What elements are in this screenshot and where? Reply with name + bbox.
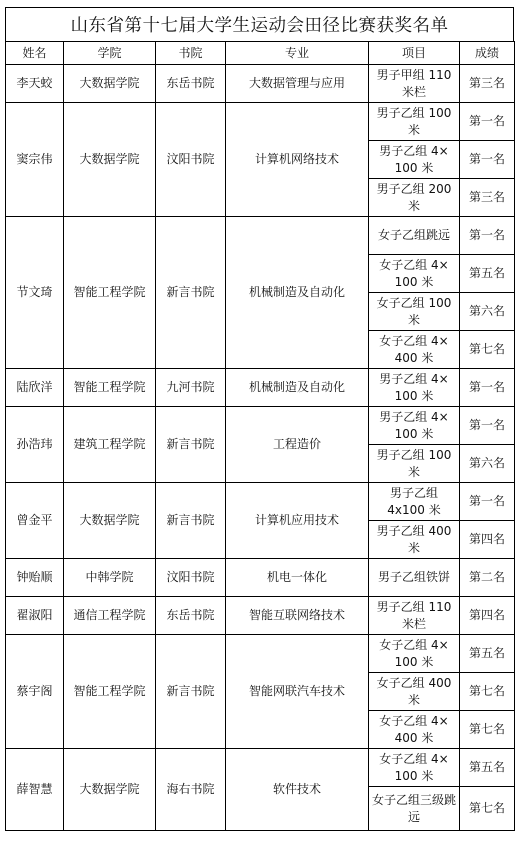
cell-event: 女子乙组 100 米 bbox=[369, 293, 460, 331]
cell-result: 第四名 bbox=[460, 597, 515, 635]
cell-academy: 东岳书院 bbox=[156, 65, 226, 103]
cell-event: 男子乙组 100 米 bbox=[369, 103, 460, 141]
cell-major: 计算机网络技术 bbox=[226, 103, 369, 217]
cell-academy: 海右书院 bbox=[156, 749, 226, 831]
cell-name: 翟淑阳 bbox=[6, 597, 64, 635]
cell-major: 软件技术 bbox=[226, 749, 369, 831]
cell-major: 智能互联网络技术 bbox=[226, 597, 369, 635]
cell-college: 大数据学院 bbox=[64, 749, 156, 831]
cell-event: 男子乙组 4× 100 米 bbox=[369, 141, 460, 179]
document-title: 山东省第十七届大学生运动会田径比赛获奖名单 bbox=[5, 7, 514, 42]
cell-event: 女子乙组跳远 bbox=[369, 217, 460, 255]
cell-major: 智能网联汽车技术 bbox=[226, 635, 369, 749]
header-result: 成绩 bbox=[460, 42, 515, 65]
header-academy: 书院 bbox=[156, 42, 226, 65]
cell-event: 女子乙组三级跳远 bbox=[369, 787, 460, 831]
table-row bbox=[6, 483, 515, 521]
table-body bbox=[6, 65, 515, 831]
cell-major: 机电一体化 bbox=[226, 559, 369, 597]
cell-result: 第五名 bbox=[460, 635, 515, 673]
cell-college: 智能工程学院 bbox=[64, 217, 156, 369]
cell-college: 智能工程学院 bbox=[64, 369, 156, 407]
cell-result: 第一名 bbox=[460, 369, 515, 407]
cell-event: 男子乙组 4x100 米 bbox=[369, 483, 460, 521]
table-row bbox=[6, 749, 515, 787]
cell-major: 机械制造及自动化 bbox=[226, 217, 369, 369]
cell-academy: 东岳书院 bbox=[156, 597, 226, 635]
cell-academy: 九河书院 bbox=[156, 369, 226, 407]
cell-result: 第一名 bbox=[460, 217, 515, 255]
table-row bbox=[6, 65, 515, 103]
cell-academy: 新言书院 bbox=[156, 217, 226, 369]
cell-result: 第七名 bbox=[460, 711, 515, 749]
header-event: 项目 bbox=[369, 42, 460, 65]
cell-result: 第五名 bbox=[460, 749, 515, 787]
cell-name: 李天蛟 bbox=[6, 65, 64, 103]
table-row bbox=[6, 217, 515, 255]
award-table bbox=[5, 41, 515, 831]
cell-academy: 新言书院 bbox=[156, 407, 226, 483]
header-college: 学院 bbox=[64, 42, 156, 65]
cell-result: 第六名 bbox=[460, 293, 515, 331]
table-row bbox=[6, 597, 515, 635]
cell-event: 男子乙组 400 米 bbox=[369, 521, 460, 559]
cell-event: 男子乙组 100 米 bbox=[369, 445, 460, 483]
cell-name: 窦宗伟 bbox=[6, 103, 64, 217]
cell-event: 女子乙组 400 米 bbox=[369, 673, 460, 711]
cell-result: 第二名 bbox=[460, 559, 515, 597]
cell-college: 大数据学院 bbox=[64, 103, 156, 217]
table-header-row bbox=[6, 42, 515, 65]
cell-result: 第一名 bbox=[460, 141, 515, 179]
cell-academy: 新言书院 bbox=[156, 483, 226, 559]
cell-major: 大数据管理与应用 bbox=[226, 65, 369, 103]
cell-result: 第一名 bbox=[460, 407, 515, 445]
cell-event: 男子甲组 110 米栏 bbox=[369, 65, 460, 103]
cell-name: 钟贻顺 bbox=[6, 559, 64, 597]
cell-academy: 汶阳书院 bbox=[156, 559, 226, 597]
cell-event: 女子乙组 4× 400 米 bbox=[369, 331, 460, 369]
cell-college: 智能工程学院 bbox=[64, 635, 156, 749]
cell-college: 大数据学院 bbox=[64, 483, 156, 559]
header-major: 专业 bbox=[226, 42, 369, 65]
cell-name: 薛智慧 bbox=[6, 749, 64, 831]
cell-event: 男子乙组 200 米 bbox=[369, 179, 460, 217]
header-name: 姓名 bbox=[6, 42, 64, 65]
cell-college: 建筑工程学院 bbox=[64, 407, 156, 483]
cell-result: 第七名 bbox=[460, 331, 515, 369]
cell-result: 第五名 bbox=[460, 255, 515, 293]
cell-major: 机械制造及自动化 bbox=[226, 369, 369, 407]
table-row bbox=[6, 103, 515, 141]
cell-academy: 新言书院 bbox=[156, 635, 226, 749]
cell-college: 大数据学院 bbox=[64, 65, 156, 103]
table-row bbox=[6, 559, 515, 597]
cell-event: 女子乙组 4× 100 米 bbox=[369, 635, 460, 673]
cell-result: 第六名 bbox=[460, 445, 515, 483]
cell-name: 孙浩玮 bbox=[6, 407, 64, 483]
cell-result: 第一名 bbox=[460, 483, 515, 521]
cell-event: 女子乙组 4× 100 米 bbox=[369, 749, 460, 787]
cell-event: 男子乙组铁饼 bbox=[369, 559, 460, 597]
cell-name: 蔡宇阁 bbox=[6, 635, 64, 749]
cell-event: 男子乙组 4× 100 米 bbox=[369, 407, 460, 445]
cell-result: 第三名 bbox=[460, 179, 515, 217]
cell-name: 节文琦 bbox=[6, 217, 64, 369]
cell-result: 第一名 bbox=[460, 103, 515, 141]
table-row bbox=[6, 635, 515, 673]
cell-event: 男子乙组 110 米栏 bbox=[369, 597, 460, 635]
cell-result: 第七名 bbox=[460, 673, 515, 711]
cell-major: 工程造价 bbox=[226, 407, 369, 483]
table-row bbox=[6, 369, 515, 407]
cell-event: 男子乙组 4× 100 米 bbox=[369, 369, 460, 407]
cell-name: 曾金平 bbox=[6, 483, 64, 559]
cell-college: 中韩学院 bbox=[64, 559, 156, 597]
cell-event: 女子乙组 4× 100 米 bbox=[369, 255, 460, 293]
cell-major: 计算机应用技术 bbox=[226, 483, 369, 559]
cell-result: 第七名 bbox=[460, 787, 515, 831]
cell-academy: 汶阳书院 bbox=[156, 103, 226, 217]
cell-event: 女子乙组 4× 400 米 bbox=[369, 711, 460, 749]
cell-result: 第四名 bbox=[460, 521, 515, 559]
table-row bbox=[6, 407, 515, 445]
cell-result: 第三名 bbox=[460, 65, 515, 103]
cell-name: 陆欣洋 bbox=[6, 369, 64, 407]
cell-college: 通信工程学院 bbox=[64, 597, 156, 635]
